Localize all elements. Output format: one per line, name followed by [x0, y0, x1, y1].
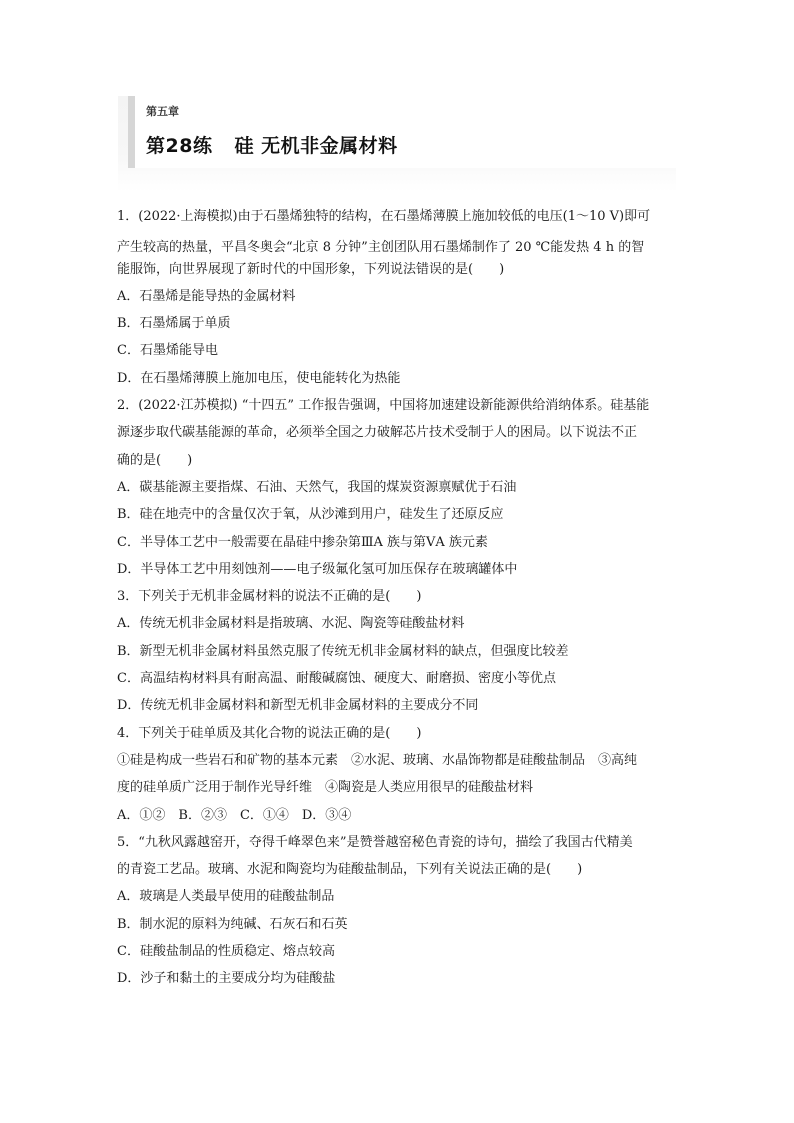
- question-5-option-b: B．制水泥的原料为纯碱、石灰石和石英: [117, 916, 348, 932]
- question-2-option-c: C．半导体工艺中一般需要在晶硅中掺杂第ⅢA 族与第ⅤA 族元素: [117, 534, 488, 550]
- question-2-line-3: 确的是( ): [117, 452, 193, 468]
- question-3: [117, 583, 679, 719]
- question-1: [117, 203, 679, 392]
- question-5-line-2: 的青瓷工艺品。玻璃、水泥和陶瓷均为硅酸盐制品，下列有关说法正确的是( ): [117, 862, 583, 878]
- question-4-line-3: 度的硅单质广泛用于制作光导纤维 ④陶瓷是人类应用很早的硅酸盐材料: [117, 780, 534, 796]
- question-1-line-3: 能服饰，向世界展现了新时代的中国形象，下列说法错误的是( ): [117, 261, 505, 277]
- question-5-option-a: A．玻璃是人类最早使用的硅酸盐制品: [117, 889, 335, 905]
- question-1-option-a: A．石墨烯是能导热的金属材料: [117, 288, 296, 304]
- question-2-option-a: A．碳基能源主要指煤、石油、天然气，我国的煤炭资源禀赋优于石油: [117, 479, 517, 495]
- lesson-topic: 硅 无机非金属材料: [234, 135, 398, 157]
- question-4-line-1: 4．下列关于硅单质及其化合物的说法正确的是( ): [117, 725, 422, 741]
- question-2-option-b: B．硅在地壳中的含量仅次于氧，从沙滩到用户，硅发生了还原反应: [117, 507, 504, 523]
- question-5-option-c: C．硅酸盐制品的性质稳定、熔点较高: [117, 944, 335, 960]
- question-3-option-d: D．传统无机非金属材料和新型无机非金属材料的主要成分不同: [117, 698, 479, 714]
- question-5-line-1: 5．“九秋风露越窑开，夺得千峰翠色来”是赞誉越窑秘色青瓷的诗句，描绘了我国古代精美: [117, 834, 633, 850]
- chapter-label: 第五章: [146, 105, 179, 118]
- question-1-line-2: 产生较高的热量，平昌冬奥会“北京 8 分钟”主创团队用石墨烯制作了 20 ℃能发热 4 h 的智: [117, 240, 645, 256]
- question-4: [117, 720, 679, 829]
- question-1-line-1: 1．(2022·上海模拟)由于石墨烯独特的结构，在石墨烯薄膜上施加较低的电压(1～10 V)即可: [117, 209, 651, 224]
- question-1-option-d: D．在石墨烯薄膜上施加电压，使电能转化为热能: [117, 370, 401, 386]
- question-2-line-1: 2．(2022·江苏模拟) “十四五” 工作报告强调，中国将加速建设新能源供给消纳体系。硅基能: [117, 398, 650, 414]
- question-2-option-d: D．半导体工艺中用刻蚀剂——电子级氟化氢可加压保存在玻璃罐体中: [117, 561, 518, 577]
- question-5-option-d: D．沙子和黏土的主要成分均为硅酸盐: [117, 971, 336, 987]
- question-3-option-b: B．新型无机非金属材料虽然克服了传统无机非金属材料的缺点，但强度比较差: [117, 643, 569, 659]
- page-title: [146, 131, 398, 158]
- question-3-line-1: 3．下列关于无机非金属材料的说法不正确的是( ): [117, 589, 422, 605]
- question-3-option-a: A．传统无机非金属材料是指玻璃、水泥、陶瓷等硅酸盐材料: [117, 616, 465, 632]
- question-5: [117, 829, 679, 993]
- question-1-option-c: C．石墨烯能导电: [117, 343, 218, 359]
- question-list: [117, 203, 679, 993]
- header-accent-bar: [128, 96, 135, 168]
- question-1-option-b: B．石墨烯属于单质: [117, 316, 231, 332]
- question-2: [117, 392, 679, 583]
- question-4-line-2: ①硅是构成一些岩石和矿物的基本元素 ②水泥、玻璃、水晶饰物都是硅酸盐制品 ③高纯: [117, 752, 638, 768]
- question-4-options: A．①② B．②③ C．①④ D．③④: [117, 807, 352, 823]
- lesson-number: 第28练: [146, 135, 213, 157]
- question-3-option-c: C．高温结构材料具有耐高温、耐酸碱腐蚀、硬度大、耐磨损、密度小等优点: [117, 671, 556, 687]
- question-2-line-2: 源逐步取代碳基能源的革命，必须举全国之力破解芯片技术受制于人的困局。以下说法不正: [117, 425, 638, 441]
